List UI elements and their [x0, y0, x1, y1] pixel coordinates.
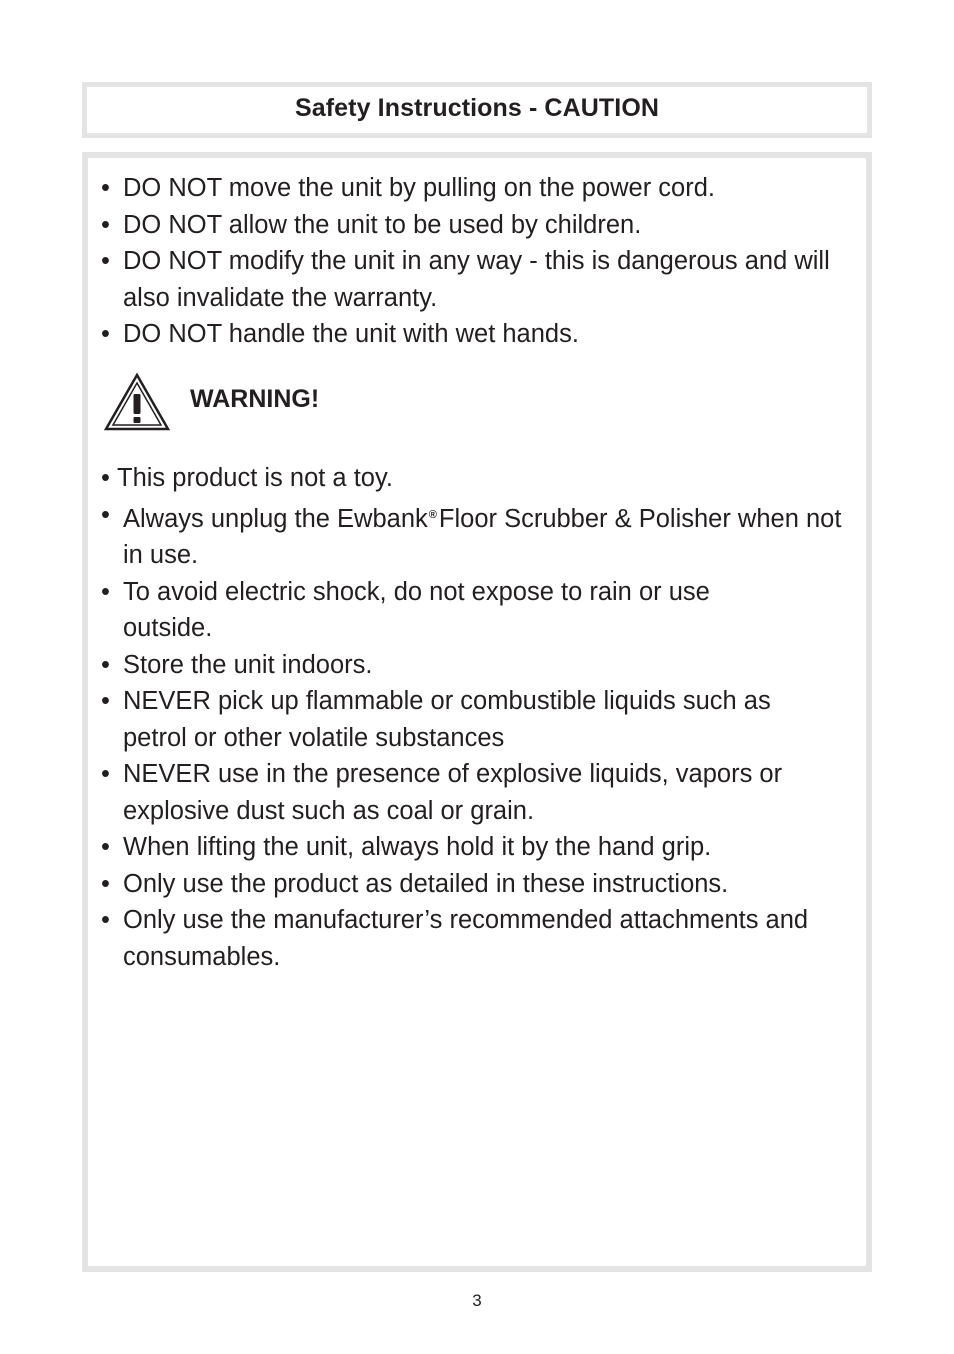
list-item — [88, 647, 866, 684]
list-item — [88, 497, 866, 574]
list-item — [88, 207, 866, 244]
caution-item-text: DO NOT allow the unit to be used by children. — [123, 210, 642, 239]
caution-item-text: DO NOT handle the unit with wet hands. — [123, 320, 579, 348]
list-item — [88, 756, 866, 829]
bullet: • — [101, 500, 110, 529]
warning-item-text: When lifting the unit, always hold it by the hand grip. — [123, 833, 712, 861]
bullet: • — [101, 174, 110, 202]
list-item — [88, 866, 866, 903]
warning-item-text: NEVER use in the presence of explosive liquids, vapors or explosive dust such as coal or grain. — [123, 760, 783, 825]
bullet: • — [101, 320, 110, 348]
bullet: • — [101, 833, 110, 861]
content-box — [82, 152, 872, 1272]
warning-item-text: Only use the manufacturer’s recommended attachments and consumables. — [123, 906, 809, 971]
warning-item-text: Only use the product as detailed in these instructions. — [123, 869, 729, 898]
list-item — [88, 170, 866, 207]
page-title: Safety Instructions - CAUTION — [294, 93, 660, 122]
warning-item-text: This product is not a toy. — [117, 464, 393, 492]
caution-item-text: DO NOT move the unit by pulling on the power cord. — [123, 174, 715, 202]
bullet: • — [101, 760, 110, 788]
bullet: • — [101, 247, 110, 275]
list-item — [88, 316, 866, 353]
list-item — [88, 902, 866, 975]
bullet: • — [101, 464, 110, 492]
registered-mark: ® — [428, 508, 437, 521]
warning-list — [88, 460, 866, 975]
bullet: • — [101, 650, 110, 679]
bullet: • — [101, 577, 110, 606]
warning-heading — [104, 372, 319, 432]
warning-label: WARNING! — [190, 384, 320, 413]
caution-list — [88, 170, 866, 353]
bullet: • — [101, 687, 110, 715]
bullet: • — [101, 906, 110, 934]
warning-triangle-icon — [104, 372, 170, 432]
warning-item-text: To avoid electric shock, do not expose to rain or use outside. — [123, 577, 710, 642]
page-number: 3 — [472, 1291, 482, 1310]
list-item — [88, 574, 866, 647]
list-item — [88, 683, 866, 756]
list-item — [88, 829, 866, 866]
list-item — [88, 243, 866, 316]
warning-item-text: Store the unit indoors. — [123, 650, 373, 679]
caution-item-text: DO NOT modify the unit in any way - this is dangerous and will also invalidate the warranty. — [123, 247, 830, 312]
warning-item-text: Floor Scrubber & Polisher when not in use. — [123, 504, 842, 569]
list-item — [88, 460, 866, 497]
warning-item-text: Always unplug the Ewbank — [123, 504, 428, 533]
title-box — [82, 82, 872, 138]
warning-item-text: NEVER pick up flammable or combustible liquids such as petrol or other volatile substances — [123, 687, 771, 752]
bullet: • — [101, 210, 110, 239]
bullet: • — [101, 869, 110, 898]
